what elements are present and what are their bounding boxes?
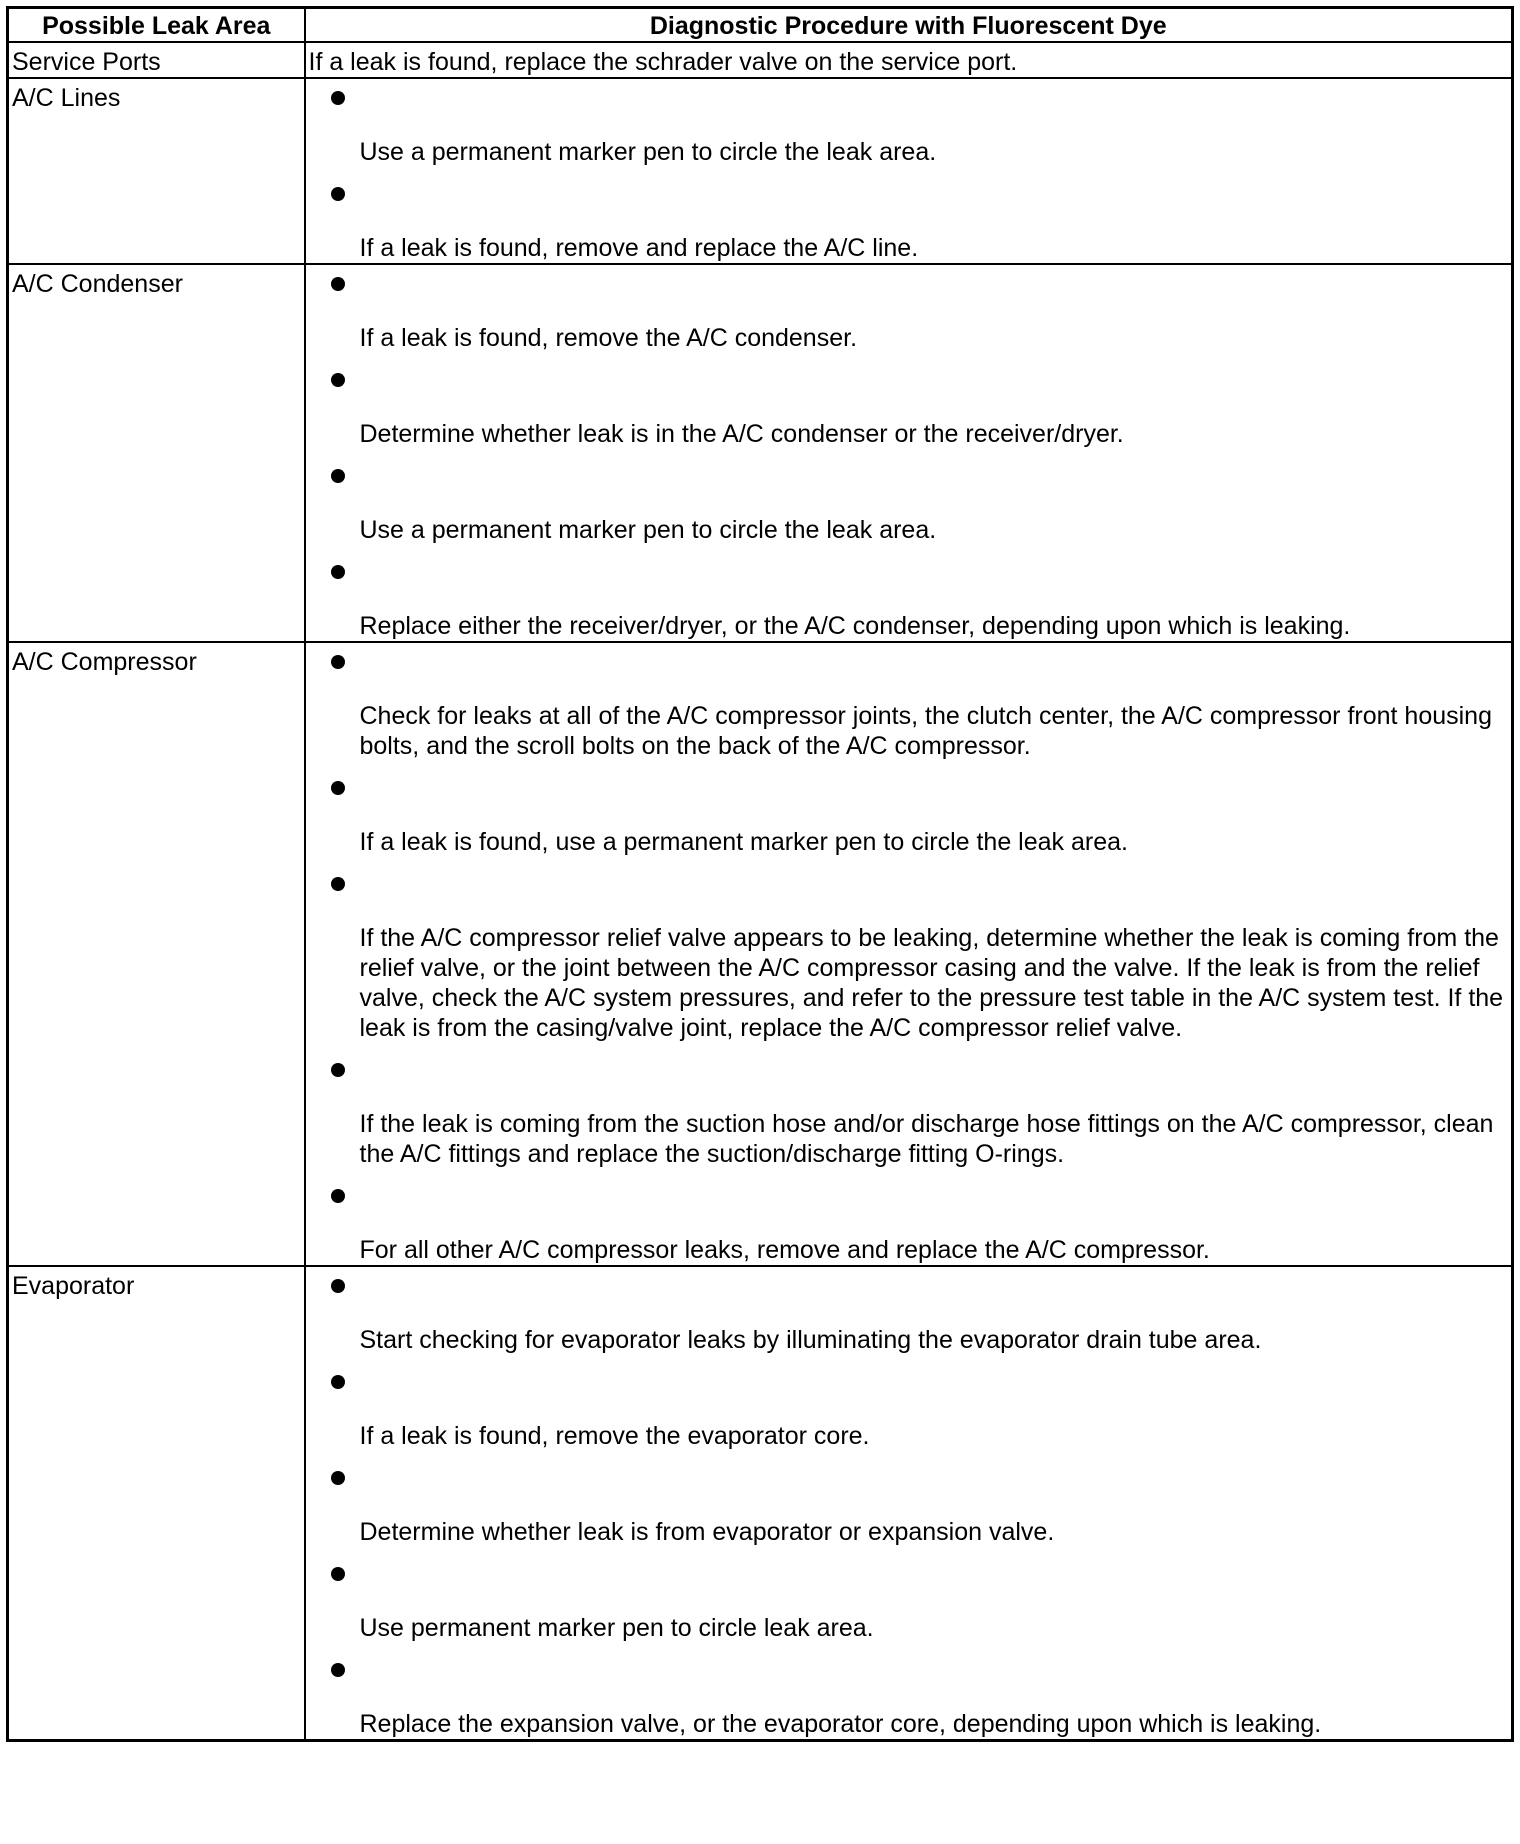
table-row [8,1266,1513,1741]
procedure-list-item [306,773,1508,869]
procedure-step-text: Use permanent marker pen to circle leak area. [359,1614,874,1642]
table-row [8,642,1513,1266]
procedure-list-item [306,643,1508,773]
bullet-icon [331,277,345,291]
procedure-step-text: Determine whether leak is in the A/C condenser or the receiver/dryer. [359,420,1124,448]
procedure-list-item [306,179,1508,263]
table-body [8,42,1513,1741]
header-diagnostic-procedure: Diagnostic Procedure with Fluorescent Dye [305,8,1513,43]
procedure-list-item [306,461,1508,557]
table-row [8,78,1513,264]
procedure-step-text: If a leak is found, remove the evaporator core. [359,1422,870,1450]
leak-diagnosis-table [6,6,1514,1742]
bullet-icon [331,781,345,795]
leak-area-cell: A/C Lines [8,78,305,264]
bullet-icon [331,187,345,201]
bullet-icon [331,1189,345,1203]
header-possible-leak-area: Possible Leak Area [8,8,305,43]
procedure-list-item [306,1181,1508,1265]
procedure-step-text: If the leak is coming from the suction hose and/or discharge hose fittings on the A/C compressor, clean the A/C fittings and replace the suction/discharge fitting O-rings. [359,1110,1494,1168]
procedure-list-item [306,1655,1508,1739]
bullet-icon [331,91,345,105]
bullet-icon [331,1063,345,1077]
bullet-icon [331,1567,345,1581]
procedure-list-item [306,869,1508,1055]
procedure-list-item [306,1559,1508,1655]
procedure-list-item [306,265,1508,365]
bullet-icon [331,1663,345,1677]
leak-area-cell: A/C Compressor [8,642,305,1266]
procedure-list-item [306,1055,1508,1181]
table-row [8,42,1513,78]
procedure-step-text: Check for leaks at all of the A/C compressor joints, the clutch center, the A/C compressor front housing bolts, and the scroll bolts on the back of the A/C compressor. [359,702,1492,760]
procedure-step-text: If a leak is found, use a permanent marker pen to circle the leak area. [359,828,1128,856]
leak-area-cell: Service Ports [8,42,305,78]
procedure-step-text: Use a permanent marker pen to circle the leak area. [359,516,937,544]
procedure-cell [305,78,1513,264]
bullet-icon [331,1471,345,1485]
procedure-step-text: If a leak is found, remove the A/C condenser. [359,324,858,352]
leak-area-cell: A/C Condenser [8,264,305,642]
procedure-step-text: Replace either the receiver/dryer, or the A/C condenser, depending upon which is leaking. [359,612,1351,640]
bullet-icon [331,1375,345,1389]
procedure-list-item [306,1463,1508,1559]
procedure-cell [305,264,1513,642]
bullet-icon [331,1279,345,1293]
procedure-list-item [306,79,1508,179]
procedure-list-item [306,365,1508,461]
procedure-step-text: If the A/C compressor relief valve appears to be leaking, determine whether the leak is coming from the relief valve, or the joint between the A/C compressor casing and the valve. If the leak is from the relief valve, check the A/C system pressures, and refer to the pressure test table in the A/C system test. If the leak is from the casing/valve joint, replace the A/C compressor relief valve. [359,924,1504,1042]
procedure-cell [305,642,1513,1266]
bullet-icon [331,469,345,483]
procedure-list-item [306,1367,1508,1463]
procedure-step-text: For all other A/C compressor leaks, remove and replace the A/C compressor. [359,1236,1210,1264]
header-row [8,8,1513,43]
procedure-list-item [306,1267,1508,1367]
procedure-cell: If a leak is found, replace the schrader valve on the service port. [305,42,1513,78]
procedure-step-text: If a leak is found, remove and replace the A/C line. [359,234,919,262]
bullet-icon [331,655,345,669]
procedure-step-text: Use a permanent marker pen to circle the leak area. [359,138,937,166]
procedure-step-text: Replace the expansion valve, or the evaporator core, depending upon which is leaking. [359,1710,1322,1738]
procedure-cell [305,1266,1513,1741]
procedure-list-item [306,557,1508,641]
leak-area-cell: Evaporator [8,1266,305,1741]
procedure-step-text: Start checking for evaporator leaks by illuminating the evaporator drain tube area. [359,1326,1262,1354]
procedure-step-text: Determine whether leak is from evaporator or expansion valve. [359,1518,1055,1546]
bullet-icon [331,373,345,387]
table-row [8,264,1513,642]
bullet-icon [331,877,345,891]
bullet-icon [331,565,345,579]
